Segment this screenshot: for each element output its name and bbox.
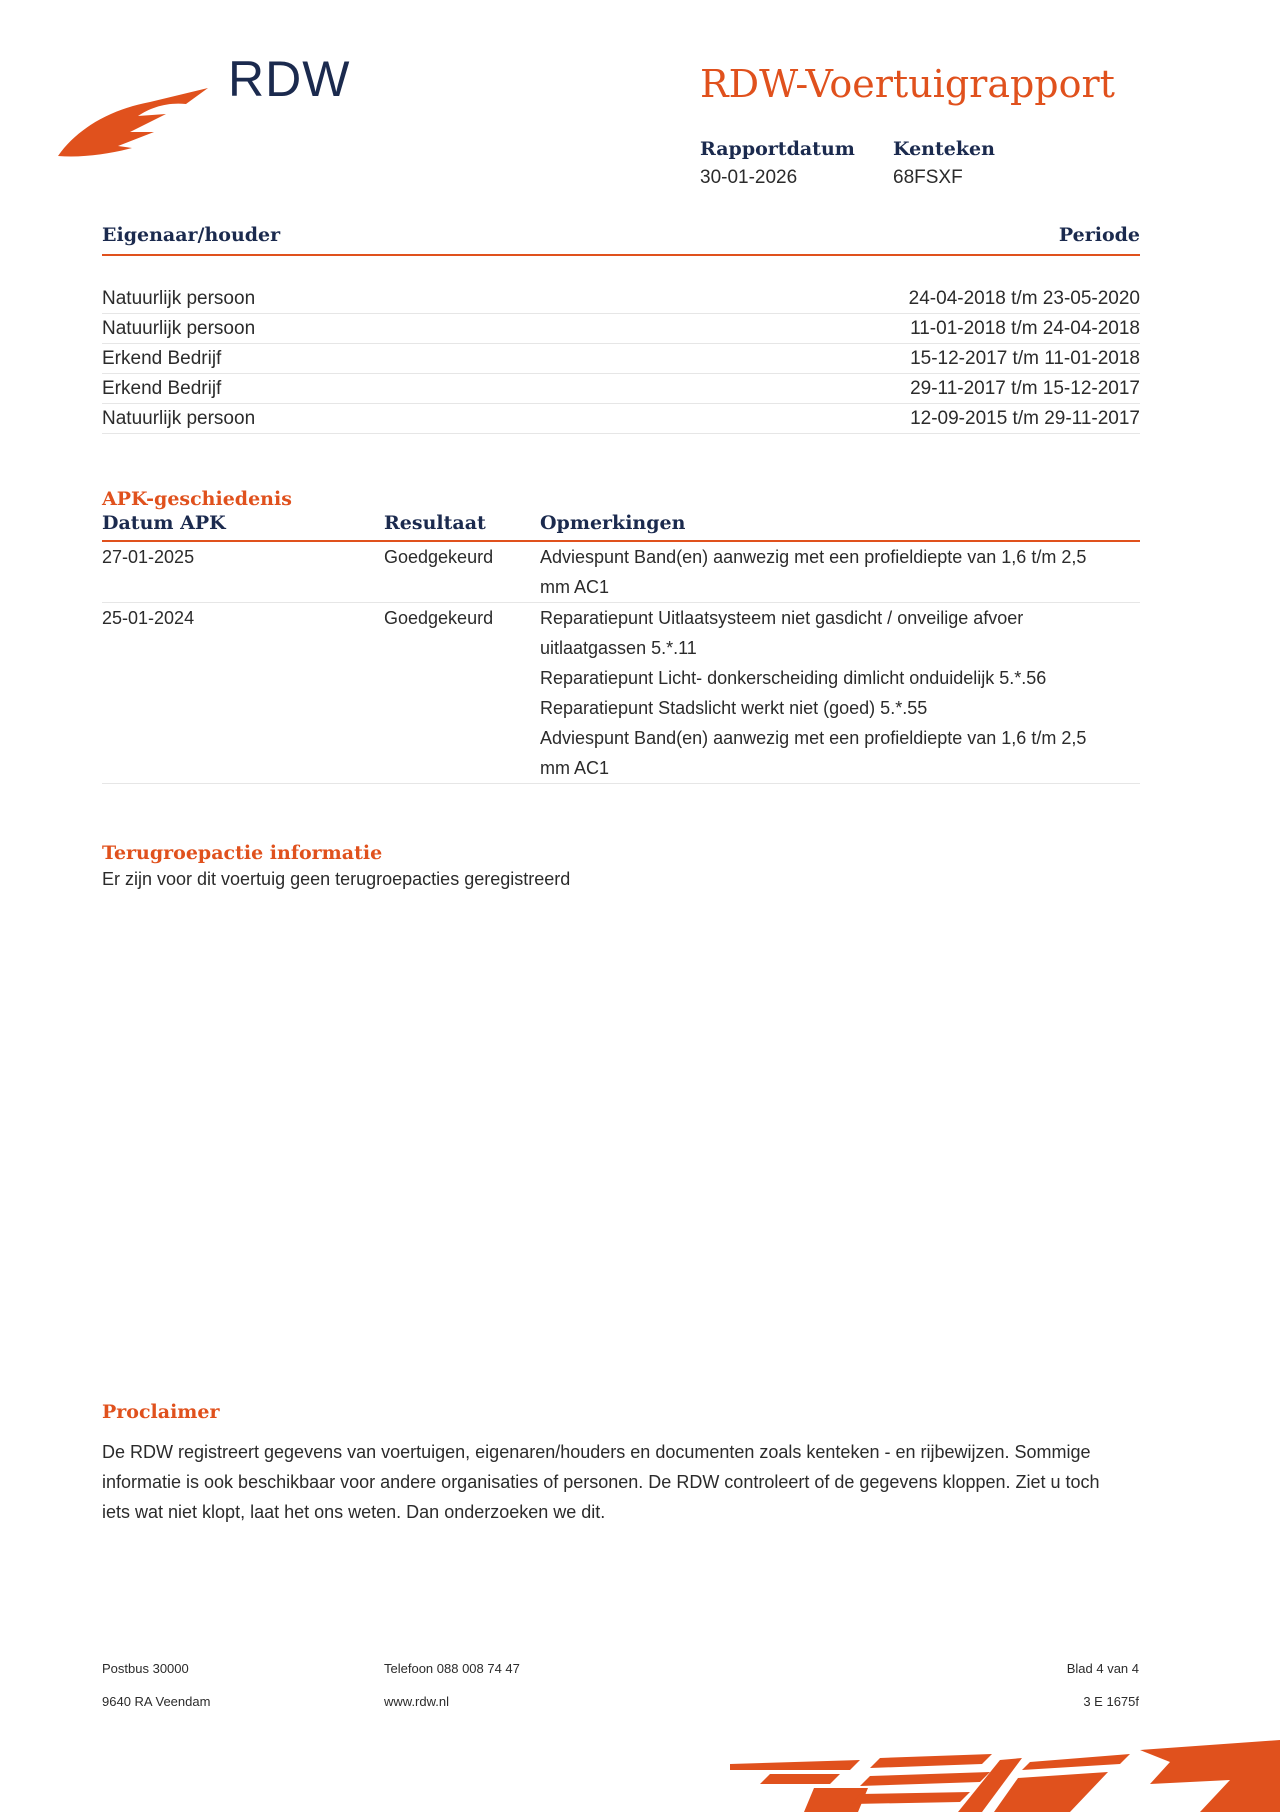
apk-section-title: APK-geschiedenis — [102, 488, 292, 510]
apk-result-column-header: Resultaat — [384, 512, 486, 534]
owners-header — [102, 222, 1140, 256]
apk-remarks — [540, 542, 1100, 602]
owner-row — [102, 314, 1140, 344]
recall-section — [102, 842, 1140, 894]
footer-page-number: Blad 4 van 4 — [1066, 1661, 1139, 1676]
apk-section — [102, 488, 1140, 784]
apk-remark: Reparatiepunt Stadslicht werkt niet (goed) 5.*.55 — [540, 698, 928, 718]
apk-remark: Reparatiepunt Uitlaatsysteem niet gasdicht / onveilige afvoer uitlaatgassen 5.*.11 — [540, 608, 1024, 658]
report-title: RDW-Voertuigrapport — [700, 62, 1115, 106]
apk-result: Goedgekeurd — [384, 547, 494, 567]
owner-period: 11-01-2018 t/m 24-04-2018 — [910, 318, 1140, 339]
plate-value: 68FSXF — [893, 167, 963, 188]
owner-type: Natuurlijk persoon — [102, 408, 256, 429]
decorative-stripes-icon — [730, 1740, 1280, 1812]
report-date-value: 30-01-2026 — [700, 167, 798, 188]
proclaimer-section — [102, 1401, 1140, 1527]
period-column-header: Periode — [1058, 224, 1140, 246]
apk-remarks-column-header: Opmerkingen — [540, 512, 686, 534]
apk-remarks — [540, 603, 1100, 783]
brand-name: RDW — [228, 51, 351, 107]
apk-remark: Adviespunt Band(en) aanwezig met een profieldiepte van 1,6 t/m 2,5 mm AC1 — [540, 547, 1087, 597]
owner-type: Erkend Bedrijf — [102, 348, 222, 369]
owner-row — [102, 404, 1140, 434]
owner-period: 15-12-2017 t/m 11-01-2018 — [910, 348, 1140, 369]
owner-type: Erkend Bedrijf — [102, 378, 222, 399]
owner-type: Natuurlijk persoon — [102, 318, 256, 339]
footer-postbus: Postbus 30000 — [102, 1661, 189, 1676]
owner-period: 12-09-2015 t/m 29-11-2017 — [910, 408, 1140, 429]
footer-city: 9640 RA Veendam — [102, 1694, 211, 1709]
owner-column-header: Eigenaar/houder — [102, 224, 281, 246]
apk-remark: Adviespunt Band(en) aanwezig met een profieldiepte van 1,6 t/m 2,5 mm AC1 — [540, 728, 1087, 778]
owner-period: 24-04-2018 t/m 23-05-2020 — [908, 288, 1140, 309]
owner-type: Natuurlijk persoon — [102, 288, 256, 309]
proclaimer-text: De RDW registreert gegevens van voertuigen, eigenaren/houders en documenten zoals kenteken - en rijbewijzen. Sommige informatie is ook beschikbaar voor andere organisaties of personen. De RDW controleert of de gegevens kloppen. Ziet u toch iets wat niet klopt, laat het ons weten. Dan onderzoeken we dit. — [102, 1442, 1100, 1522]
owner-row — [102, 284, 1140, 314]
rdw-logo-icon — [58, 88, 208, 160]
footer-document-code: 3 E 1675f — [1083, 1694, 1139, 1709]
apk-row — [102, 542, 1140, 603]
footer-phone: Telefoon 088 008 74 47 — [384, 1661, 520, 1676]
plate-label: Kenteken — [893, 138, 995, 160]
apk-date: 27-01-2025 — [102, 547, 195, 567]
apk-row — [102, 603, 1140, 784]
apk-date: 25-01-2024 — [102, 608, 195, 628]
owner-row — [102, 344, 1140, 374]
apk-date-column-header: Datum APK — [102, 512, 226, 534]
recall-section-title: Terugroepactie informatie — [102, 842, 383, 864]
owner-period: 29-11-2017 t/m 15-12-2017 — [910, 378, 1140, 399]
owner-row — [102, 374, 1140, 404]
recall-text: Er zijn voor dit voertuig geen terugroepacties geregistreerd — [102, 869, 571, 889]
apk-remark: Reparatiepunt Licht- donkerscheiding dimlicht onduidelijk 5.*.56 — [540, 668, 1047, 688]
owners-section — [102, 222, 1140, 434]
proclaimer-title: Proclaimer — [102, 1401, 220, 1423]
footer-website-link[interactable]: www.rdw.nl — [384, 1694, 450, 1709]
report-date-label: Rapportdatum — [700, 138, 855, 160]
apk-result: Goedgekeurd — [384, 608, 494, 628]
apk-header — [102, 510, 1140, 542]
